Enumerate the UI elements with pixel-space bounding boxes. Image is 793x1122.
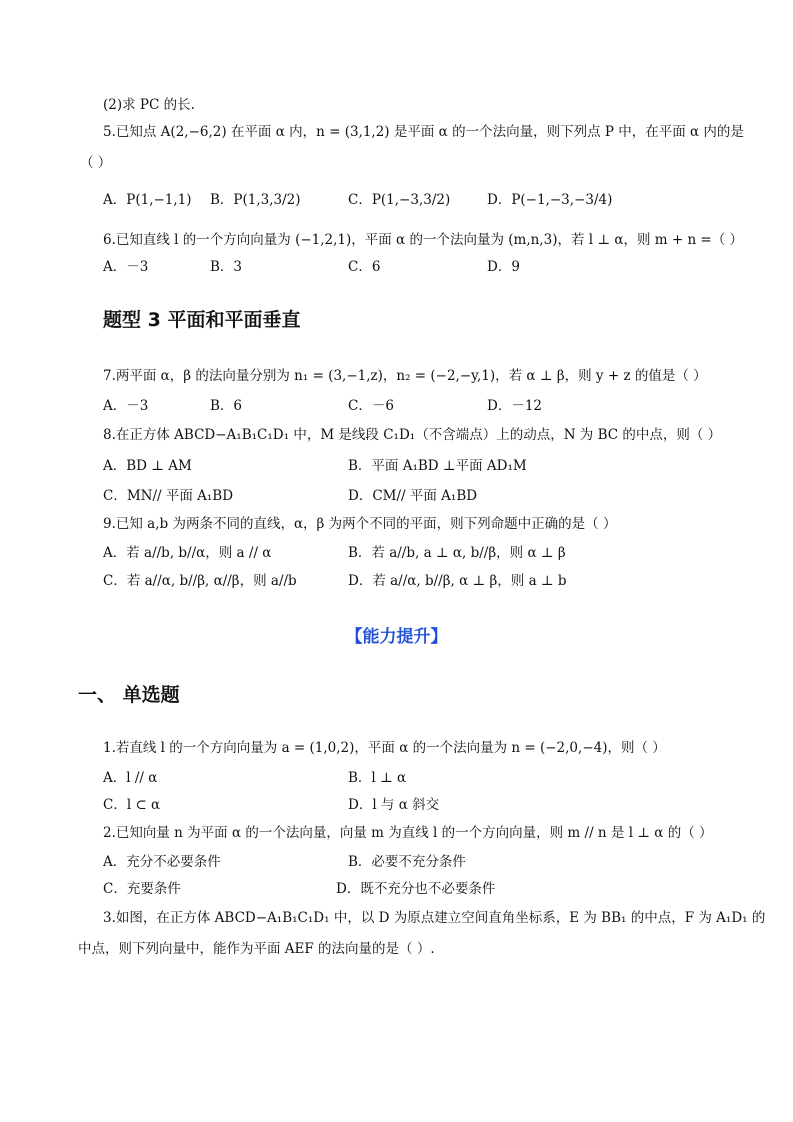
ability-heading: 【能力提升】 bbox=[345, 627, 448, 647]
s2-option-a: A．充分不必要条件 bbox=[103, 854, 221, 870]
q8-option-c: C．MN// 平面 A₁BD bbox=[103, 488, 234, 504]
s2-option-c: C．充要条件 bbox=[103, 881, 181, 897]
q8-option-a: A．BD ⊥ AM bbox=[103, 458, 192, 474]
question-8: 8.在正方体 ABCD−A₁B₁C₁D₁ 中，M 是线段 C₁D₁（不含端点）上的动点，N 为 BC 的中点，则（ ） bbox=[103, 427, 722, 443]
question-6: 6.已知直线 l 的一个方向向量为 (−1,2,1)，平面 α 的一个法向量为 (m,n,3)，若 l ⊥ α，则 m + n =（ ） bbox=[103, 232, 744, 248]
text-line-1: (2)求 PC 的长. bbox=[103, 97, 195, 113]
q7-option-d: D．－12 bbox=[487, 398, 543, 414]
q8-option-b: B．平面 A₁BD ⊥平面 AD₁M bbox=[348, 458, 527, 474]
section-single-choice: 一、 单选题 bbox=[78, 684, 180, 706]
q5-option-a: A．P(1,−1,1) bbox=[103, 192, 192, 208]
s1-option-a: A．l // α bbox=[103, 770, 158, 786]
q9-option-c: C．若 a//α, b//β, α//β，则 a//b bbox=[103, 573, 297, 589]
s2-option-b: B．必要不充分条件 bbox=[348, 854, 466, 870]
single-question-3-cont: 中点，则下列向量中，能作为平面 AEF 的法向量的是（ ）. bbox=[78, 941, 435, 957]
q9-option-d: D．若 a//α, b//β, α ⊥ β，则 a ⊥ b bbox=[348, 573, 567, 589]
q5-option-b: B．P(1,3,3/2) bbox=[210, 192, 301, 208]
question-5-bracket: （ ） bbox=[80, 155, 112, 171]
single-question-3: 3.如图，在正方体 ABCD−A₁B₁C₁D₁ 中，以 D 为原点建立空间直角坐标系，E 为 BB₁ 的中点，F 为 A₁D₁ 的 bbox=[103, 910, 766, 926]
single-question-2: 2.已知向量 n 为平面 α 的一个法向量，向量 m 为直线 l 的一个方向向量，则 m // n 是 l ⊥ α 的（ ） bbox=[103, 825, 713, 841]
s1-option-c: C．l ⊂ α bbox=[103, 797, 161, 813]
s2-option-d: D．既不充分也不必要条件 bbox=[336, 881, 496, 897]
question-9: 9.已知 a,b 为两条不同的直线，α，β 为两个不同的平面，则下列命题中正确的是（ ） bbox=[103, 516, 617, 532]
s1-option-d: D．l 与 α 斜交 bbox=[348, 797, 440, 813]
q9-option-b: B．若 a//b, a ⊥ α, b//β，则 α ⊥ β bbox=[348, 545, 566, 561]
q8-option-d: D．CM// 平面 A₁BD bbox=[348, 488, 478, 504]
q7-option-a: A．－3 bbox=[103, 398, 149, 414]
q7-option-c: C．－6 bbox=[348, 398, 394, 414]
single-question-1: 1.若直线 l 的一个方向向量为 a = (1,0,2)，平面 α 的一个法向量为 n = (−2,0,−4)，则（ ） bbox=[103, 740, 666, 756]
s1-option-b: B．l ⊥ α bbox=[348, 770, 407, 786]
q6-option-b: B．3 bbox=[210, 259, 243, 275]
q6-option-c: C．6 bbox=[348, 259, 381, 275]
q7-option-b: B．6 bbox=[210, 398, 243, 414]
question-5: 5.已知点 A(2,−6,2) 在平面 α 内，n = (3,1,2) 是平面 α 的一个法向量，则下列点 P 中，在平面 α 内的是 bbox=[103, 124, 744, 140]
question-7: 7.两平面 α，β 的法向量分别为 n₁ = (3,−1,z)，n₂ = (−2,−y,1)，若 α ⊥ β，则 y + z 的值是（ ） bbox=[103, 368, 707, 384]
q5-option-c: C．P(1,−3,3/2) bbox=[348, 192, 451, 208]
q6-option-a: A．－3 bbox=[103, 259, 149, 275]
q5-option-d: D．P(−1,−3,−3/4) bbox=[487, 192, 613, 208]
q6-option-d: D．9 bbox=[487, 259, 520, 275]
heading-type-3: 题型 3 平面和平面垂直 bbox=[103, 309, 301, 331]
q9-option-a: A．若 a//b, b//α，则 a // α bbox=[103, 545, 272, 561]
